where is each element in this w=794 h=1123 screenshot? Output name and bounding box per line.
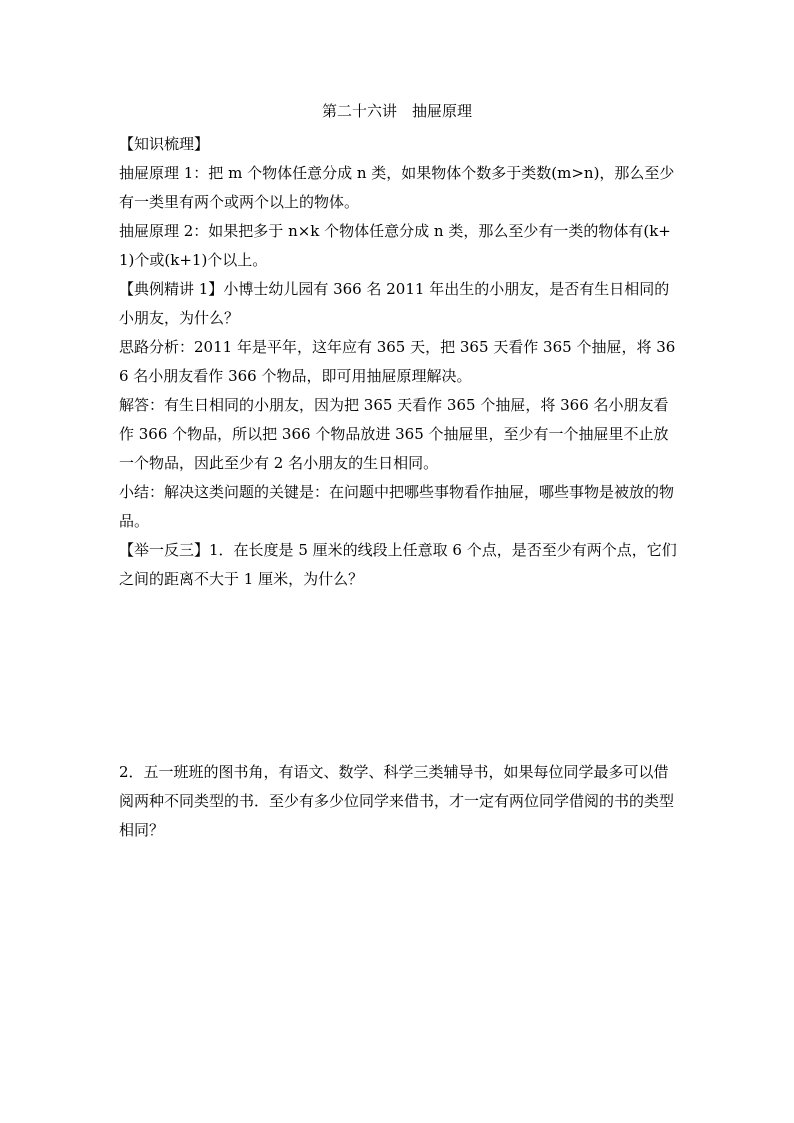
document-body [119,130,679,845]
example-answer: 解答：有生日相同的小朋友，因为把 365 天看作 365 个抽屉，将 366 名小朋友看作 366 个物品，所以把 366 个物品放进 365 个抽屉里，至少有一个抽屉里不止放一个物品，因此至少有 2 名小朋友的生日相同。 [119,396,669,472]
example-analysis: 思路分析：2011 年是平年，这年应有 365 天，把 365 天看作 365 个抽屉，将 366 名小朋友看作 366 个物品，即可用抽屉原理解决。 [119,338,676,385]
practice-heading: 【举一反三】 [119,541,210,559]
principle-2-text: 抽屉原理 2：如果把多于 n×k 个物体任意分成 n 类，那么至少有一类的物体有(k+1)个或(k+1)个以上。 [119,222,671,269]
page-title: 第二十六讲 抽屉原理 [321,102,472,120]
example-heading: 【典例精讲 1】 [119,280,224,298]
example-question [119,275,679,333]
practice-question-1-text: 1．在长度是 5 厘米的线段上任意取 6 个点，是否至少有两个点，它们之间的距离不大于 1 厘米，为什么？ [119,541,677,588]
practice-question-2: 2．五一班班的图书角，有语文、数学、科学三类辅导书，如果每位同学最多可以借阅两种不同类型的书．至少有多少位同学来借书，才一定有两位同学借阅的书的类型相同？ [119,763,675,839]
knowledge-heading: 【知识梳理】 [119,135,210,153]
example-summary: 小结：解决这类问题的关键是：在问题中把哪些事物看作抽屉，哪些事物是被放的物品。 [119,483,675,530]
example-question-text: 小博士幼儿园有 366 名 2011 年出生的小朋友，是否有生日相同的小朋友，为什么？ [119,280,670,327]
principle-1-text: 抽屉原理 1：把 m 个物体任意分成 n 类，如果物体个数多于类数(m>n)，那么至少有一类里有两个或两个以上的物体。 [119,164,675,211]
answer-space-1 [119,594,679,758]
practice-question-1 [119,536,679,594]
